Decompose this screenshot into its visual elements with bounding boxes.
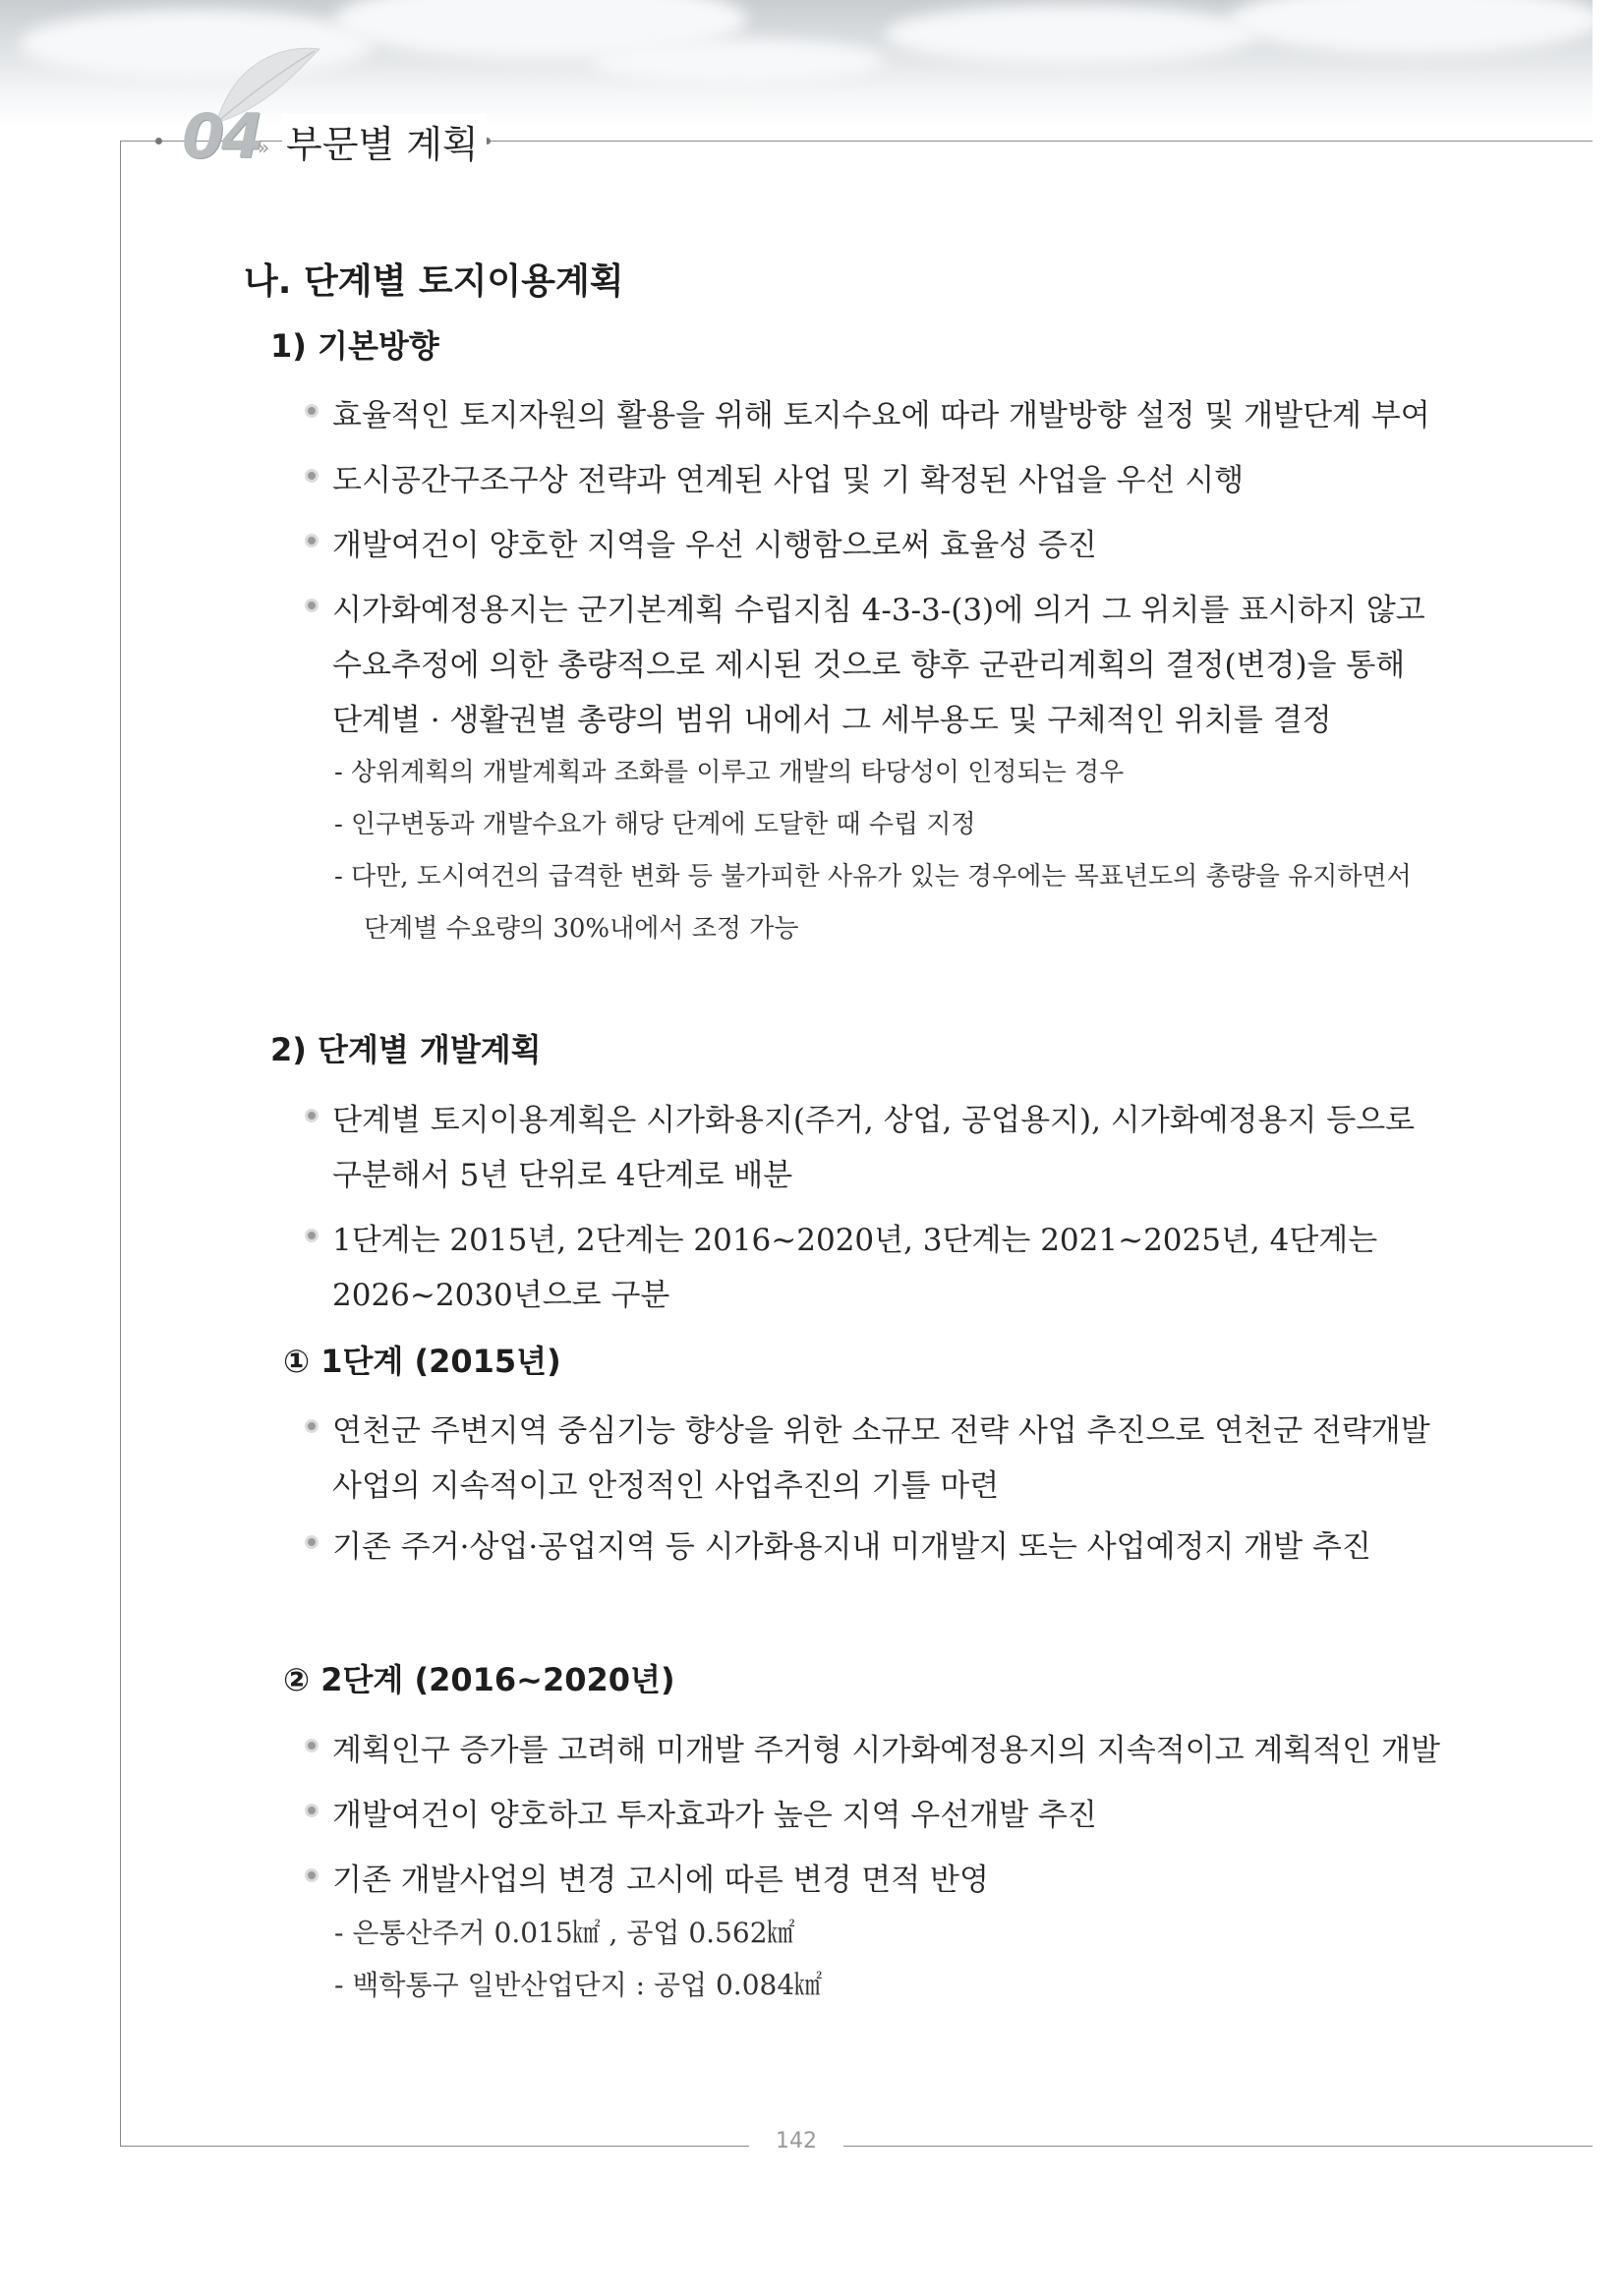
bullet-icon [305,469,319,483]
header-edge [1593,0,1624,128]
basic-subitem-2: - 인구변동과 개발수요가 해당 단계에 도달한 때 수립 지정 [334,810,976,839]
basic-bullet-3: 개발여건이 양호한 지역을 우선 시행함으로써 효율성 증진 [332,528,1097,563]
phase1-bullet-1-line-2: 사업의 지속적이고 안정적인 사업추진의 기틀 마련 [332,1468,1000,1504]
page-number: 142 [776,2129,817,2153]
heading-basic-direction: 1) 기본방향 [270,327,439,365]
frame-dot-left [155,138,162,144]
frame-left-line [120,141,121,2146]
heading-phase-2: ② 2단계 (2016~2020년) [283,1661,675,1698]
frame-bottom-line-right [843,2146,1593,2147]
basic-bullet-4-line-1: 시가화예정용지는 군기본계획 수립지침 4-3-3-(3)에 의거 그 위치를 표시하지 않고 [332,593,1425,628]
bullet-icon [305,1535,319,1549]
bullet-icon [305,1229,319,1242]
bullet-icon [305,1109,319,1122]
basic-subitem-3: - 다만, 도시여건의 급격한 변화 등 불가피한 사유가 있는 경우에는 목표년도의 총량을 유지하면서 [334,862,1412,891]
basic-bullet-1: 효율적인 토지자원의 활용을 위해 토지수요에 따라 개발방향 설정 및 개발단계 부여 [332,398,1430,433]
bullet-icon [305,404,319,418]
section-title: 나. 단계별 토지이용계획 [244,261,624,302]
frame-bottom-line-left [120,2146,749,2147]
bullet-icon [305,599,319,612]
basic-subitem-1: - 상위계획의 개발계획과 조화를 이루고 개발의 타당성이 인정되는 경우 [334,758,1125,787]
basic-subitem-3-continued: 단계별 수요량의 30%내에서 조정 가능 [364,914,799,944]
phase2-bullet-2: 개발여건이 양호하고 투자효과가 높은 지역 우선개발 추진 [332,1798,1097,1833]
phase2-bullet-3: 기존 개발사업의 변경 고시에 따른 변경 면적 반영 [332,1863,989,1898]
phase1-bullet-1-line-1: 연천군 주변지역 중심기능 향상을 위한 소규모 전략 사업 추진으로 연천군 전략개발 [332,1413,1430,1449]
phase2-subitem-1: - 은통산주거 0.015㎢ , 공업 0.562㎢ [334,1917,795,1949]
phase-bullet-1-line-1: 단계별 토지이용계획은 시가화용지(주거, 상업, 공업용지), 시가화예정용지 등으로 [332,1103,1416,1138]
phase1-bullet-2: 기존 주거·상업·공업지역 등 시가화용지내 미개발지 또는 사업예정지 개발 추진 [332,1529,1371,1565]
bullet-icon [305,534,319,547]
chapter-arrow-icon: » [258,136,270,159]
bullet-icon [305,1739,319,1752]
chapter-number: 04 [182,100,261,172]
phase-bullet-2-line-2: 2026~2030년으로 구분 [332,1278,670,1313]
phase-bullet-1-line-2: 구분해서 5년 단위로 4단계로 배분 [332,1158,793,1193]
bullet-icon [305,1804,319,1817]
basic-bullet-2: 도시공간구조구상 전략과 연계된 사업 및 기 확정된 사업을 우선 시행 [332,463,1245,498]
heading-phase-plan: 2) 단계별 개발계획 [270,1031,542,1068]
chapter-title: 부문별 계획 [282,114,487,168]
phase-bullet-2-line-1: 1단계는 2015년, 2단계는 2016~2020년, 3단계는 2021~2025년, 4단계는 [332,1223,1378,1258]
heading-phase-1: ① 1단계 (2015년) [283,1343,561,1380]
bullet-icon [305,1419,319,1433]
basic-bullet-4-line-3: 단계별 · 생활권별 총량의 범위 내에서 그 세부용도 및 구체적인 위치를 결정 [332,703,1332,738]
phase2-subitem-2: - 백학통구 일반산업단지 : 공업 0.084㎢ [334,1969,823,2001]
bullet-icon [305,1868,319,1882]
phase2-bullet-1: 계획인구 증가를 고려해 미개발 주거형 시가화예정용지의 지속적이고 계획적인 개발 [332,1733,1440,1768]
basic-bullet-4-line-2: 수요추정에 의한 총량적으로 제시된 것으로 향후 군관리계획의 결정(변경)을 통해 [332,648,1406,683]
